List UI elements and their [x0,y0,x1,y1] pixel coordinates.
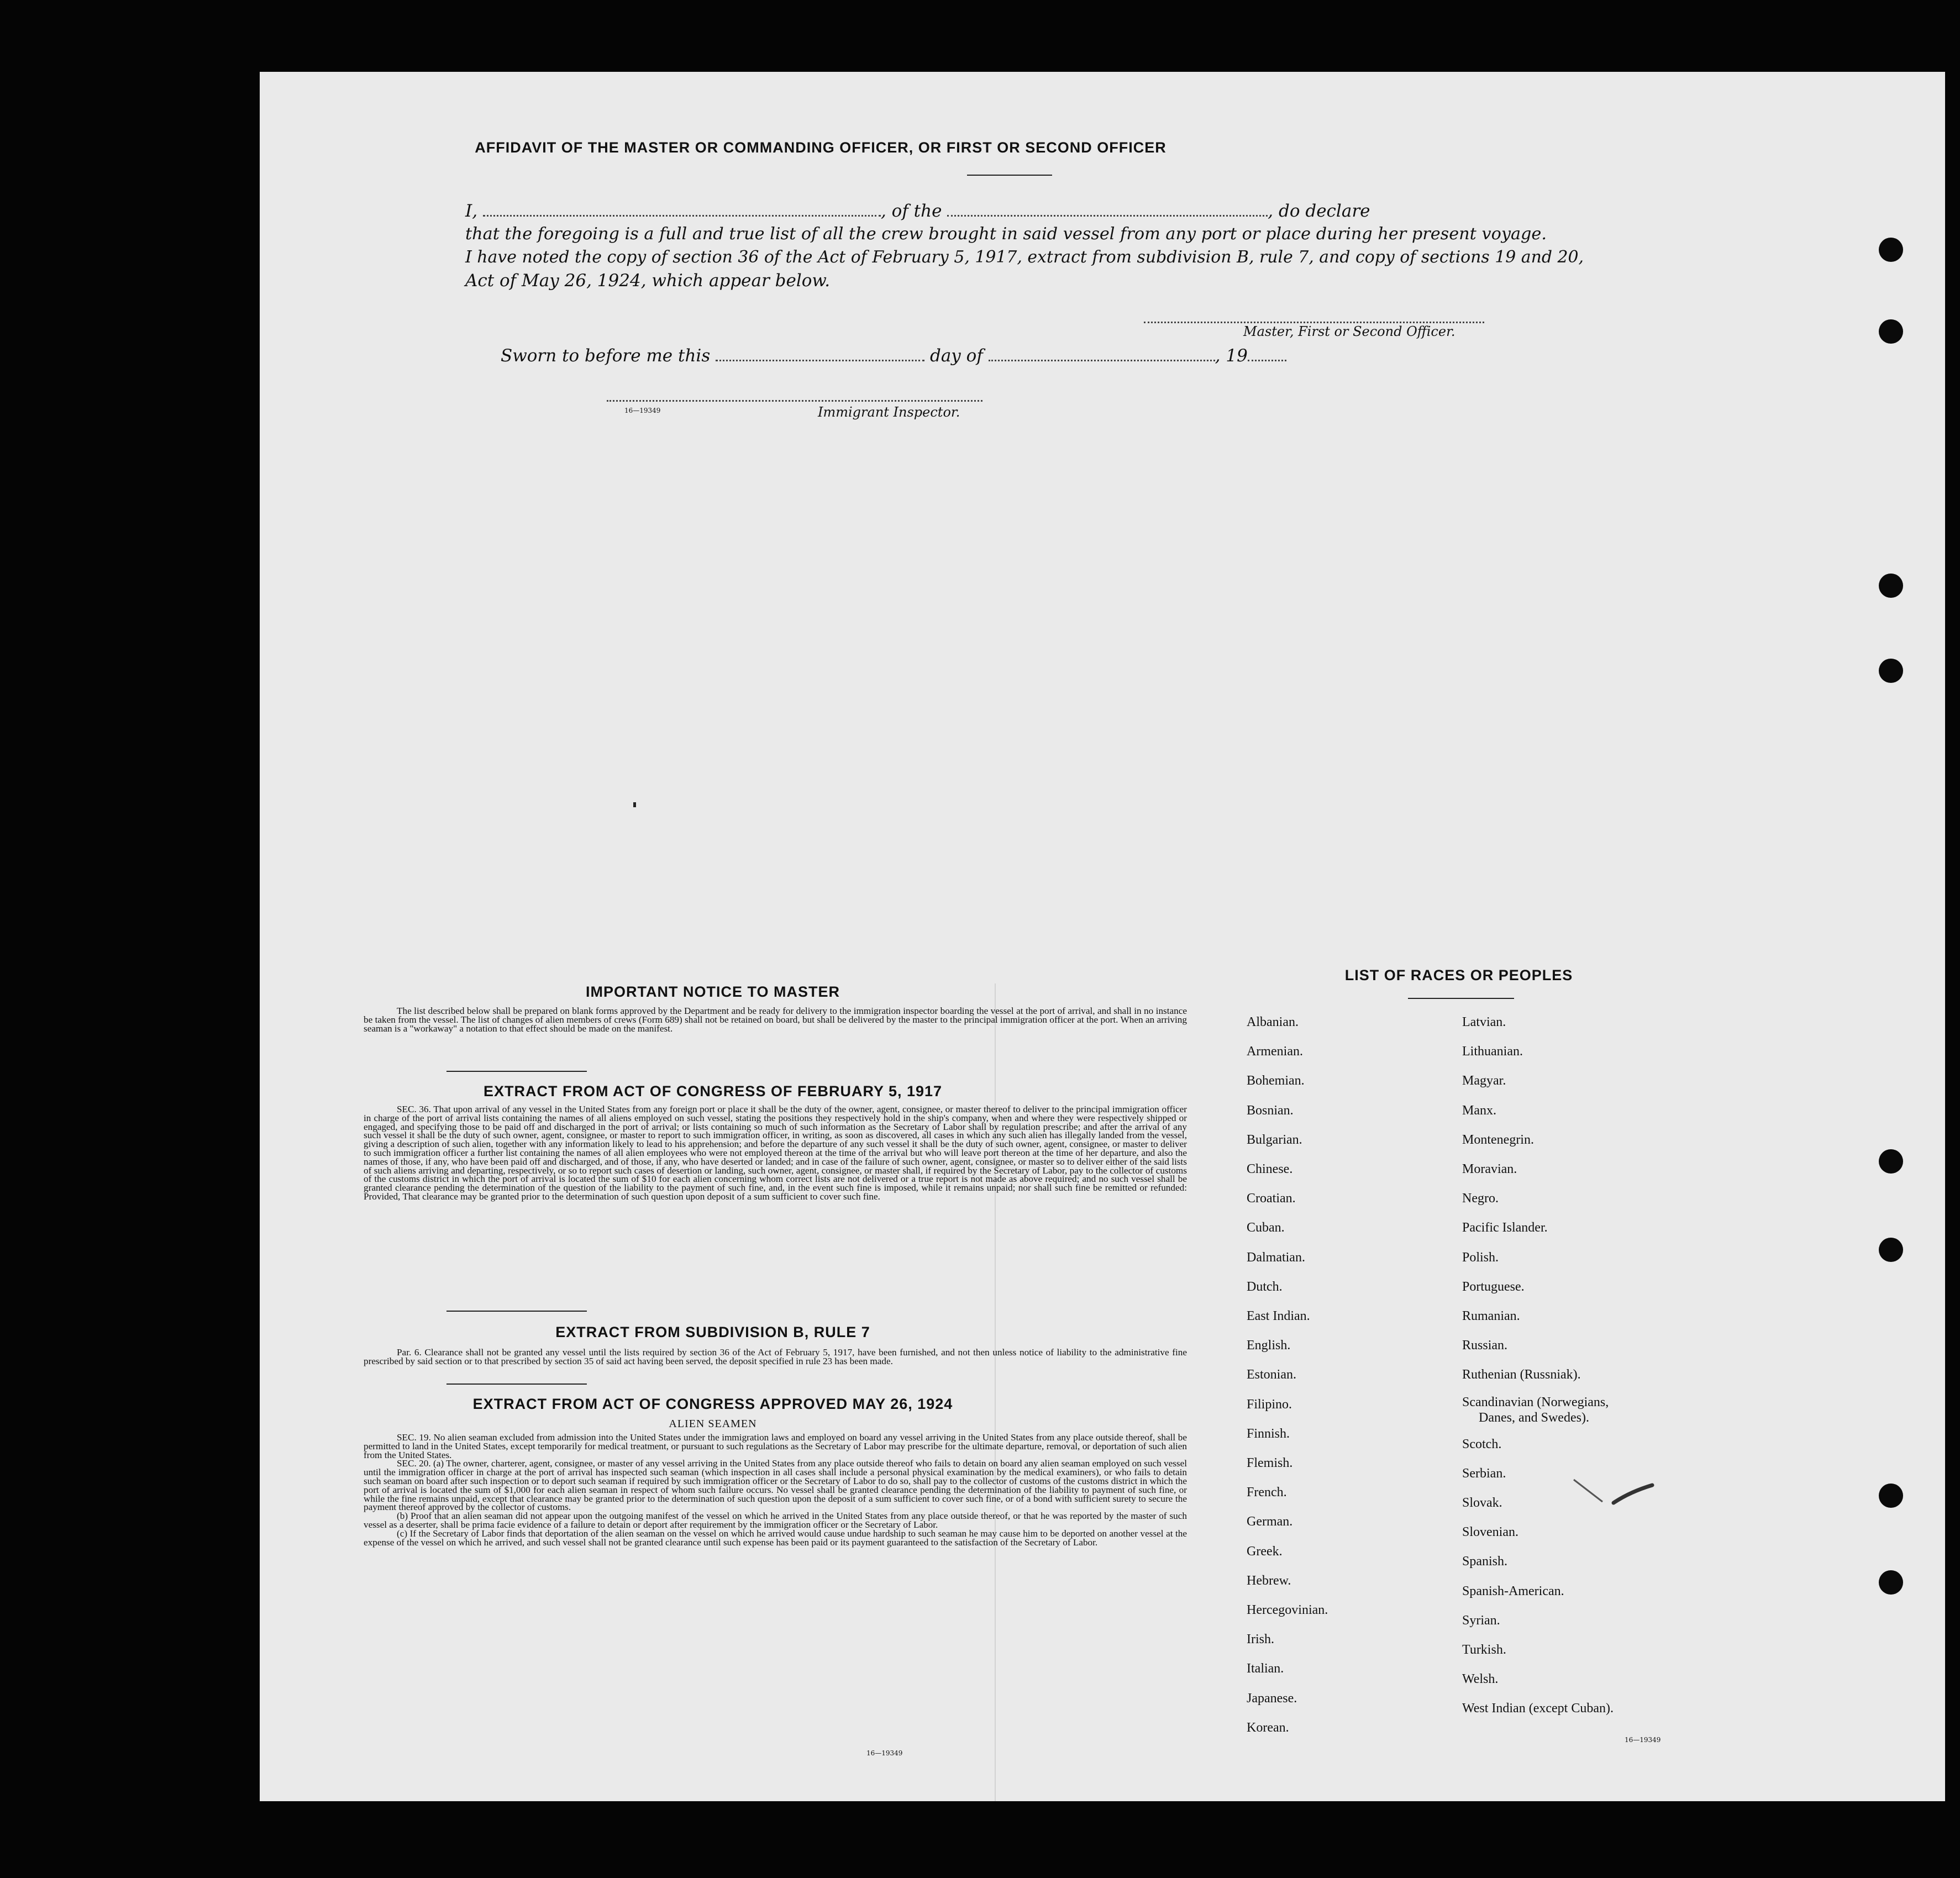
race-item: Chinese. [1247,1162,1293,1177]
race-item: Welsh. [1462,1672,1499,1687]
race-item: Bohemian. [1247,1074,1305,1088]
affidavit-line-3: I have noted the copy of section 36 of the Act of February 5, 1917, extract from subdivision B, rule 7, and copy of sections 19 and 20, [465,248,1584,267]
race-item: Dalmatian. [1247,1250,1305,1265]
sworn-month-blank[interactable] [989,359,1215,361]
races-column-1 [1247,1008,1328,1743]
race-item: Filipino. [1247,1397,1292,1412]
race-item: Scandinavian (Norwegians, [1462,1395,1609,1409]
notice-title: IMPORTANT NOTICE TO MASTER [586,983,840,1000]
race-item: Korean. [1247,1720,1289,1735]
divider [967,175,1052,176]
sworn-line [501,346,1286,366]
race-item: German. [1247,1514,1293,1529]
extract-1917-paragraph: SEC. 36. That upon arrival of any vessel in the United States from any foreign port or place it shall be the duty of the owner, agent, consignee, or master thereof to deliver to the principal immigration officer in charge of the port of arrival lists containing the names of all aliens employed on such vessel, stating the positions they respectively hold in the ship's company, when and where they were respectively shipped or engaged, and specifying those to be paid off and discharged in the port of arrival; or lists containing so much of such information as the Secretary of Labor shall by regulation prescribe; and after the arrival of any such vessel it shall be the duty of such owner, agent, consignee, or master to report to such immigration officer, in writing, as soon as discovered, all cases in which any such alien has illegally landed from the vessel, giving a description of such alien, together with any information likely to lead to his apprehension; and before the departure of any such vessel it shall be the duty of such owner, agent, consignee, or master to deliver to such immigration officer a further list containing the names of all alien employees who were not employed thereon at the time of the arrival but who will leave port thereon at the time of her departure, and also the names of those, if any, who have been paid off and discharged, and of those, if any, who have deserted or landed; and in case of the failure of such owner, agent, consignee, or master so to deliver either of the said lists of such aliens arriving and departing, respectively, or so to report such cases of desertion or landing, such owner, agent, consignee, or master shall, if required by the Secretary of Labor, pay to the collector of customs of the customs district in which the port of arrival is located the sum of $10 for each alien concerning whom correct lists are not delivered or a true report is not made as above required; and no such vessel shall be granted clearance pending the determination of the question of the liability to the payment of such fine, and, in the event such fine is imposed, while it remains unpaid; nor shall such fine be remitted or refunded: Provided, That clearance may be granted prior to the determination of such question upon deposit of a sum sufficient to cover such fine. [364,1104,1187,1202]
extract-1924-body [364,1433,1187,1546]
race-item: Manx. [1462,1103,1496,1118]
inspector-caption: Immigrant Inspector. [818,404,960,420]
punch-hole-dot [1879,1238,1903,1262]
race-item: Rumanian. [1462,1309,1520,1324]
race-item: Ruthenian (Russniak). [1462,1367,1581,1382]
affidavit-text: I, [465,201,478,221]
sworn-day-blank[interactable] [716,359,924,361]
race-item: West Indian (except Cuban). [1462,1701,1614,1716]
race-item: Italian. [1247,1661,1284,1676]
sworn-text: , 19 [1215,346,1248,366]
notice-paragraph: The list described below shall be prepared on blank forms approved by the Department and be ready for delivery to the immigration inspector boarding the vessel at the port of arrival, and shall in no instance be taken from the vessel. The list of changes of alien members of crews (Form 689) shall not be retained on board, but shall be delivered by the master to the principal immigration officer at the port. When an arriving seaman is a "workaway" a notation to that effect should be made on the manifest. [364,1006,1187,1034]
subdivision-b-paragraph: Par. 6. Clearance shall not be granted any vessel until the lists required by section 36 of the Act of February 5, 1917, have been furnished, and not then unless notice of liability to the administrative fine prescribed by said section or to that prescribed by section 35 of said act having been served, the deposit specified in rule 23 has been made. [364,1347,1187,1366]
inspector-signature-line[interactable] [607,400,982,402]
race-item: Hebrew. [1247,1573,1291,1588]
form-number: 16—19349 [1625,1736,1661,1744]
extract-1924-title: EXTRACT FROM ACT OF CONGRESS APPROVED MAY 26, 1924 [472,1396,953,1412]
name-blank[interactable] [483,214,881,217]
race-item: Pacific Islander. [1462,1221,1548,1235]
race-item: Turkish. [1462,1643,1506,1658]
sec-20b-paragraph: (b) Proof that an alien seaman did not appear upon the outgoing manifest of the vessel on which he arrived in the United States from any place outside thereof, or that he was reported by the master of such vessel as a deserter, shall be prima facie evidence of a failure to detain or deport after requirement by the immigration officer or the Secretary of Labor. [364,1511,1187,1530]
race-item: Croatian. [1247,1191,1296,1206]
race-item: Cuban. [1247,1221,1285,1235]
affidavit-text: , of the [880,201,942,221]
race-item: Hercegovinian. [1247,1603,1328,1618]
race-item: Moravian. [1462,1162,1517,1177]
race-item: Polish. [1462,1250,1499,1265]
pen-scratch-mark [1569,1475,1658,1519]
punch-hole-dot [1879,1570,1903,1595]
divider [1408,998,1514,999]
race-item: Danes, and Swedes). [1479,1410,1589,1425]
race-item: Serbian. [1462,1466,1506,1481]
race-item: Spanish-American. [1462,1584,1564,1598]
affidavit-line-2: that the foregoing is a full and true list of all the crew brought in said vessel from any port or place during her present voyage. [465,224,1547,244]
race-item: Latvian. [1462,1015,1506,1029]
race-item: Magyar. [1462,1074,1506,1088]
affidavit-text: , do declare [1268,201,1370,221]
divider [446,1311,587,1312]
race-item: Dutch. [1247,1279,1283,1294]
form-number: 16—19349 [866,1749,903,1757]
divider [446,1071,587,1072]
race-item: Flemish. [1247,1456,1293,1471]
race-item: Armenian. [1247,1044,1303,1059]
race-item: Bulgarian. [1247,1132,1302,1147]
master-caption: Master, First or Second Officer. [1243,324,1455,339]
races-title: LIST OF RACES OR PEOPLES [1344,967,1573,983]
race-item: Scotch. [1462,1437,1502,1451]
race-item: Greek. [1247,1544,1283,1559]
punch-hole-dot [1879,574,1903,598]
sworn-year-blank[interactable] [1248,359,1286,361]
sec-19-paragraph: SEC. 19. No alien seaman excluded from admission into the United States under the immigration laws and employed on board any vessel arriving in the United States from any place outside thereof, shall be permitted to land in the United States, except temporarily for medical treatment, or pursuant to such regulations as the Secretary of Labor may prescribe for the ultimate departure, removal, or deportation of such alien from the United States. [364,1432,1187,1460]
sec-20c-paragraph: (c) If the Secretary of Labor finds that deportation of the alien seaman on the vessel on which he arrived would cause undue hardship to such seaman he may cause him to be deported on another vessel at the expense of the vessel on which he arrived, and such vessel shall not be granted clearance until such expense has been paid or its payment guaranteed to the satisfaction of the Secretary of Labor. [364,1528,1187,1548]
form-number: 16—19349 [624,407,661,414]
race-item: Estonian. [1247,1367,1296,1382]
races-column-2 [1462,1008,1614,1724]
race-item: Montenegrin. [1462,1132,1534,1147]
race-item: Lithuanian. [1462,1044,1523,1059]
race-item: Irish. [1247,1632,1274,1647]
affidavit-title: AFFIDAVIT OF THE MASTER OR COMMANDING OFFICER, OR FIRST OR SECOND OFFICER [475,139,1166,156]
race-item: Finnish. [1247,1426,1290,1441]
vessel-blank[interactable] [947,214,1268,217]
sworn-text: day of [929,346,983,366]
extract-1917-title: EXTRACT FROM ACT OF CONGRESS OF FEBRUARY 5, 1917 [483,1083,943,1100]
race-item: Syrian. [1462,1613,1500,1628]
race-item: English. [1247,1338,1291,1353]
alien-seamen-subtitle: ALIEN SEAMEN [669,1418,757,1430]
race-item: French. [1247,1485,1287,1500]
race-item: Albanian. [1247,1015,1299,1029]
race-item: East Indian. [1247,1309,1310,1324]
punch-hole-dot [1879,319,1903,344]
punch-hole-dot [1879,1149,1903,1174]
punch-hole-dot [1879,238,1903,262]
sec-20a-paragraph: SEC. 20. (a) The owner, charterer, agent, consignee, or master of any vessel arriving in the United States from any place outside thereof who fails to detain on board any alien seaman employed on such vessel until the immigration officer in charge at the port of arrival has inspected such seaman (which inspection in all cases shall include a personal physical examination by the medical examiners), or who fails to detain such seaman on board after such inspection or to deport such seaman if required by such immigration officer or the Secretary of Labor to do so, shall pay to the collector of customs of the customs district in which the port of arrival is located the sum of $1,000 for each alien seaman in respect of whom such failure occurs. No vessel shall be granted clearance pending the determination of the liability to payment of such fine, or while the fine remains unpaid, except that clearance may be granted prior to the determination of such question upon the deposit of a sum sufficient to cover such fine, or of a bond with sufficient surety to secure the payment thereof approved by the collector of customs. [364,1458,1187,1513]
punch-hole-dot [1879,1484,1903,1508]
master-signature-line[interactable] [1144,322,1484,323]
punch-hole-dot [1879,659,1903,683]
stray-mark [633,802,636,807]
race-item: Portuguese. [1462,1279,1525,1294]
race-item: Slovak. [1462,1496,1502,1511]
sworn-text: Sworn to before me this [501,346,711,366]
affidavit-line-1 [465,201,1370,221]
race-item: Japanese. [1247,1691,1297,1706]
divider [446,1383,587,1385]
race-item: Slovenian. [1462,1525,1518,1540]
form-sheet [260,72,1945,1801]
race-item: Spanish. [1462,1554,1508,1569]
subdivision-b-title: EXTRACT FROM SUBDIVISION B, RULE 7 [555,1324,870,1340]
race-item: Negro. [1462,1191,1499,1206]
affidavit-line-4: Act of May 26, 1924, which appear below. [465,271,831,291]
race-item: Russian. [1462,1338,1508,1353]
race-item: Bosnian. [1247,1103,1294,1118]
